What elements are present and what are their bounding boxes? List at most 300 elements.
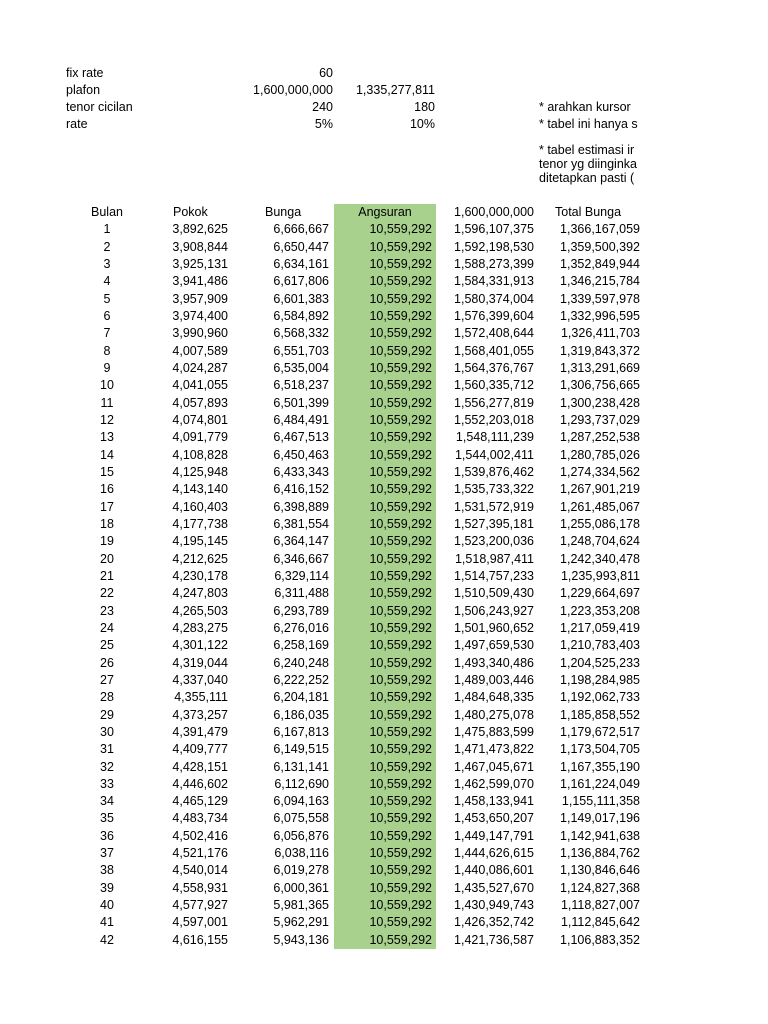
cell-bulan[interactable]: 40 [100,898,114,913]
column-header-angsuran[interactable]: Angsuran [358,205,412,219]
cell-bunga[interactable]: 6,666,667 [273,222,329,237]
cell-total-bunga[interactable]: 1,280,785,026 [560,447,640,462]
cell-sisa-pokok[interactable]: 1,497,659,530 [454,638,534,653]
cell-bulan[interactable]: 18 [100,516,114,531]
cell-bulan[interactable]: 41 [100,915,114,930]
cell-angsuran[interactable]: 10,559,292 [369,586,432,601]
cell-angsuran[interactable]: 10,559,292 [369,222,432,237]
table-row [0,360,768,377]
cell-angsuran[interactable]: 10,559,292 [369,395,432,410]
table-row [0,620,768,637]
cell-angsuran[interactable]: 10,559,292 [369,308,432,323]
cell-pokok[interactable]: 4,428,151 [172,759,228,774]
tenor-value[interactable]: 240 [312,100,333,114]
cell-total-bunga[interactable]: 1,142,941,638 [560,828,640,843]
cell-total-bunga[interactable]: 1,136,884,762 [560,846,640,861]
cell-total-bunga[interactable]: 1,339,597,978 [560,291,640,306]
cell-bulan[interactable]: 30 [100,724,114,739]
cell-pokok[interactable]: 4,230,178 [172,568,228,583]
cell-bunga[interactable]: 5,962,291 [273,915,329,930]
cell-bunga[interactable]: 6,311,488 [274,586,329,601]
cell-sisa-pokok[interactable]: 1,449,147,791 [454,828,534,843]
cell-sisa-pokok[interactable]: 1,475,883,599 [454,724,534,739]
cell-total-bunga[interactable]: 1,210,783,403 [560,638,640,653]
plafon-label: plafon [66,83,101,97]
cell-pokok[interactable]: 4,373,257 [172,707,228,722]
cell-sisa-pokok[interactable]: 1,584,331,913 [454,274,534,289]
cell-sisa-pokok[interactable]: 1,501,960,652 [454,620,534,635]
table-row [0,880,768,897]
cell-bunga[interactable]: 6,634,161 [273,256,329,271]
cell-angsuran[interactable]: 10,559,292 [369,499,432,514]
cell-angsuran[interactable]: 10,559,292 [369,291,432,306]
cell-pokok[interactable]: 4,247,803 [172,586,228,601]
cell-sisa-pokok[interactable]: 1,580,374,004 [454,291,534,306]
cell-bunga[interactable]: 6,149,515 [273,742,329,757]
cell-pokok[interactable]: 4,301,122 [172,638,228,653]
cell-total-bunga[interactable]: 1,155,111,358 [561,794,640,809]
cell-pokok[interactable]: 3,990,960 [172,326,228,341]
cell-total-bunga[interactable]: 1,306,756,665 [560,378,640,393]
cell-pokok[interactable]: 4,074,801 [172,412,228,427]
cell-total-bunga[interactable]: 1,346,215,784 [560,274,640,289]
cell-angsuran[interactable]: 10,559,292 [369,828,432,843]
rate-value[interactable]: 5% [314,117,333,131]
cell-bunga[interactable]: 6,075,558 [273,811,329,826]
cell-bunga[interactable]: 6,617,806 [273,274,329,289]
cell-angsuran[interactable]: 10,559,292 [369,603,432,618]
cell-sisa-pokok[interactable]: 1,518,987,411 [454,551,534,566]
plafon-value-2[interactable]: 1,335,277,811 [355,83,435,97]
cell-sisa-pokok[interactable]: 1,596,107,375 [454,222,534,237]
table-row [0,308,768,325]
cell-total-bunga[interactable]: 1,223,353,208 [560,603,640,618]
cell-angsuran[interactable]: 10,559,292 [369,256,432,271]
cell-bulan[interactable]: 26 [100,655,114,670]
cell-bulan[interactable]: 6 [103,308,111,323]
cell-angsuran[interactable]: 10,559,292 [369,412,432,427]
cell-sisa-pokok[interactable]: 1,489,003,446 [454,672,534,687]
cell-bunga[interactable]: 6,276,016 [273,620,329,635]
table-row [0,551,768,568]
cell-pokok[interactable]: 4,195,145 [172,534,228,549]
table-row [0,862,768,879]
cell-bulan[interactable]: 3 [103,256,111,271]
cell-bulan[interactable]: 33 [100,776,114,791]
cell-bulan[interactable]: 17 [100,499,114,514]
cell-bunga[interactable]: 5,943,136 [273,932,329,947]
cell-bunga[interactable]: 6,518,237 [273,378,329,393]
cell-bulan[interactable]: 5 [103,291,111,306]
cell-pokok[interactable]: 4,337,040 [172,672,228,687]
cell-pokok[interactable]: 4,125,948 [172,464,228,479]
cell-angsuran[interactable]: 10,559,292 [369,863,432,878]
cell-pokok[interactable]: 4,108,828 [172,447,228,462]
cell-angsuran[interactable]: 10,559,292 [369,274,432,289]
cell-sisa-pokok[interactable]: 1,426,352,742 [454,915,534,930]
cell-bunga[interactable]: 6,329,114 [274,568,329,583]
cell-angsuran[interactable]: 10,559,292 [369,811,432,826]
cell-sisa-pokok[interactable]: 1,588,273,399 [454,256,534,271]
cell-bulan[interactable]: 21 [100,568,114,583]
cell-pokok[interactable]: 4,265,503 [172,603,228,618]
cell-angsuran[interactable]: 10,559,292 [369,915,432,930]
cell-bulan[interactable]: 10 [100,378,114,393]
cell-angsuran[interactable]: 10,559,292 [369,360,432,375]
table-row [0,533,768,550]
cell-total-bunga[interactable]: 1,179,672,517 [560,724,640,739]
cell-sisa-pokok[interactable]: 1,440,086,601 [454,863,534,878]
fix-rate-value[interactable]: 60 [319,66,333,80]
tenor-value-2[interactable]: 180 [414,100,435,114]
cell-bunga[interactable]: 6,222,252 [273,672,329,687]
cell-sisa-pokok[interactable]: 1,564,376,767 [454,360,534,375]
cell-total-bunga[interactable]: 1,366,167,059 [560,222,640,237]
cell-angsuran[interactable]: 10,559,292 [369,447,432,462]
note-line: * arahkan kursor [539,100,631,114]
cell-sisa-pokok[interactable]: 1,435,527,670 [454,880,534,895]
cell-total-bunga[interactable]: 1,313,291,669 [560,360,640,375]
table-row [0,221,768,238]
cell-pokok[interactable]: 4,160,403 [172,499,228,514]
table-row [0,759,768,776]
cell-pokok[interactable]: 4,319,044 [172,655,228,670]
cell-sisa-pokok[interactable]: 1,471,473,822 [454,742,534,757]
cell-bulan[interactable]: 42 [100,932,114,947]
cell-bunga[interactable]: 6,019,278 [273,863,329,878]
note-line: * tabel estimasi ir [539,143,635,157]
cell-pokok[interactable]: 4,446,602 [172,776,228,791]
cell-bunga[interactable]: 6,501,399 [273,395,329,410]
table-row [0,637,768,654]
cell-total-bunga[interactable]: 1,248,704,624 [560,534,640,549]
column-header-sisa-pokok[interactable]: 1,600,000,000 [454,205,534,219]
table-row [0,325,768,342]
cell-angsuran[interactable]: 10,559,292 [369,880,432,895]
cell-bunga[interactable]: 6,416,152 [273,482,329,497]
cell-bunga[interactable]: 6,112,690 [274,776,329,791]
cell-pokok[interactable]: 4,177,738 [172,516,228,531]
cell-pokok[interactable]: 4,007,589 [172,343,228,358]
cell-pokok[interactable]: 4,540,014 [172,863,228,878]
cell-sisa-pokok[interactable]: 1,592,198,530 [454,239,534,254]
cell-angsuran[interactable]: 10,559,292 [369,343,432,358]
cell-bunga[interactable]: 6,240,248 [273,655,329,670]
cell-total-bunga[interactable]: 1,267,901,219 [560,482,640,497]
cell-angsuran[interactable]: 10,559,292 [369,742,432,757]
table-row [0,707,768,724]
cell-pokok[interactable]: 4,041,055 [172,378,228,393]
table-row [0,239,768,256]
cell-sisa-pokok[interactable]: 1,467,045,671 [454,759,534,774]
table-row [0,810,768,827]
cell-bunga[interactable]: 6,167,813 [273,724,329,739]
cell-sisa-pokok[interactable]: 1,568,401,055 [454,343,534,358]
plafon-value[interactable]: 1,600,000,000 [253,83,333,97]
cell-angsuran[interactable]: 10,559,292 [369,378,432,393]
cell-sisa-pokok[interactable]: 1,506,243,927 [454,603,534,618]
cell-bunga[interactable]: 6,467,513 [273,430,329,445]
fix-rate-row [0,65,768,82]
cell-total-bunga[interactable]: 1,149,017,196 [560,811,640,826]
cell-total-bunga[interactable]: 1,130,846,646 [560,863,640,878]
cell-bunga[interactable]: 6,258,169 [273,638,329,653]
cell-pokok[interactable]: 4,409,777 [172,742,228,757]
cell-bunga[interactable]: 6,601,383 [273,291,329,306]
cell-sisa-pokok[interactable]: 1,576,399,604 [454,308,534,323]
cell-bunga[interactable]: 6,568,332 [273,326,329,341]
cell-total-bunga[interactable]: 1,106,883,352 [560,932,640,947]
cell-angsuran[interactable]: 10,559,292 [369,898,432,913]
cell-sisa-pokok[interactable]: 1,535,733,322 [454,482,534,497]
cell-bulan[interactable]: 25 [100,638,114,653]
cell-pokok[interactable]: 4,143,140 [172,482,228,497]
cell-pokok[interactable]: 4,502,416 [172,828,228,843]
note-line: tenor yg diinginka [539,157,637,171]
cell-pokok[interactable]: 4,521,176 [172,846,228,861]
cell-bulan[interactable]: 9 [103,360,111,375]
cell-angsuran[interactable]: 10,559,292 [369,516,432,531]
column-header-bunga[interactable]: Bunga [265,205,302,219]
cell-bulan[interactable]: 15 [100,464,114,479]
cell-sisa-pokok[interactable]: 1,552,203,018 [454,412,534,427]
loan-parameters [0,0,768,200]
cell-total-bunga[interactable]: 1,287,252,538 [560,430,640,445]
table-row [0,447,768,464]
cell-total-bunga[interactable]: 1,300,238,428 [560,395,640,410]
table-body [0,221,768,949]
cell-bunga[interactable]: 6,584,892 [273,308,329,323]
table-row [0,429,768,446]
cell-bulan[interactable]: 24 [100,620,114,635]
cell-pokok[interactable]: 4,091,779 [172,430,228,445]
cell-pokok[interactable]: 4,577,927 [172,898,228,913]
cell-total-bunga[interactable]: 1,255,086,178 [560,516,640,531]
column-header-pokok[interactable]: Pokok [173,205,208,219]
cell-bunga[interactable]: 6,535,004 [273,360,329,375]
cell-pokok[interactable]: 4,024,287 [172,360,228,375]
cell-sisa-pokok[interactable]: 1,531,572,919 [454,499,534,514]
cell-pokok[interactable]: 4,283,275 [172,620,228,635]
cell-total-bunga[interactable]: 1,229,664,697 [560,586,640,601]
cell-sisa-pokok[interactable]: 1,444,626,615 [454,846,534,861]
cell-sisa-pokok[interactable]: 1,572,408,644 [454,326,534,341]
cell-total-bunga[interactable]: 1,204,525,233 [560,655,640,670]
cell-pokok[interactable]: 4,212,625 [172,551,228,566]
cell-bunga[interactable]: 5,981,365 [273,898,329,913]
cell-angsuran[interactable]: 10,559,292 [369,534,432,549]
cell-bunga[interactable]: 6,450,463 [273,447,329,462]
cell-bulan[interactable]: 20 [100,551,114,566]
cell-bulan[interactable]: 35 [100,811,114,826]
table-row [0,655,768,672]
cell-angsuran[interactable]: 10,559,292 [369,655,432,670]
cell-bulan[interactable]: 19 [100,534,114,549]
column-header-bulan[interactable]: Bulan [91,205,123,219]
cell-sisa-pokok[interactable]: 1,544,002,411 [454,447,534,462]
cell-bulan[interactable]: 37 [100,846,114,861]
cell-bulan[interactable]: 14 [100,447,114,462]
cell-angsuran[interactable]: 10,559,292 [369,932,432,947]
cell-sisa-pokok[interactable]: 1,430,949,743 [454,898,534,913]
cell-bulan[interactable]: 13 [100,430,114,445]
cell-sisa-pokok[interactable]: 1,560,335,712 [454,378,534,393]
cell-bulan[interactable]: 32 [100,759,114,774]
cell-pokok[interactable]: 4,597,001 [172,915,228,930]
table-row [0,256,768,273]
cell-bunga[interactable]: 6,094,163 [273,794,329,809]
cell-total-bunga[interactable]: 1,217,059,419 [560,620,640,635]
cell-angsuran[interactable]: 10,559,292 [369,620,432,635]
cell-pokok[interactable]: 3,974,400 [172,308,228,323]
cell-bunga[interactable]: 6,381,554 [273,516,329,531]
cell-total-bunga[interactable]: 1,192,062,733 [560,690,640,705]
cell-pokok[interactable]: 4,465,129 [172,794,228,809]
cell-sisa-pokok[interactable]: 1,458,133,941 [454,794,534,809]
cell-angsuran[interactable]: 10,559,292 [369,707,432,722]
amortization-table [0,204,768,949]
cell-total-bunga[interactable]: 1,173,504,705 [560,742,640,757]
cell-sisa-pokok[interactable]: 1,421,736,587 [454,932,534,947]
cell-bunga[interactable]: 6,346,667 [273,551,329,566]
cell-pokok[interactable]: 3,908,844 [172,239,228,254]
cell-pokok[interactable]: 4,391,479 [172,724,228,739]
cell-total-bunga[interactable]: 1,124,827,368 [560,880,640,895]
cell-angsuran[interactable]: 10,559,292 [369,794,432,809]
cell-total-bunga[interactable]: 1,161,224,049 [560,776,640,791]
cell-angsuran[interactable]: 10,559,292 [369,482,432,497]
cell-total-bunga[interactable]: 1,359,500,392 [560,239,640,254]
cell-total-bunga[interactable]: 1,118,827,007 [560,898,640,913]
cell-sisa-pokok[interactable]: 1,480,275,078 [454,707,534,722]
table-row [0,741,768,758]
cell-bulan[interactable]: 8 [103,343,111,358]
cell-bulan[interactable]: 31 [100,742,114,757]
cell-bunga[interactable]: 6,000,361 [273,880,329,895]
cell-total-bunga[interactable]: 1,242,340,478 [560,551,640,566]
cell-bunga[interactable]: 6,186,035 [273,707,329,722]
cell-bulan[interactable]: 22 [100,586,114,601]
cell-bunga[interactable]: 6,131,141 [273,759,329,774]
cell-angsuran[interactable]: 10,559,292 [369,724,432,739]
cell-total-bunga[interactable]: 1,274,334,562 [560,464,640,479]
cell-bulan[interactable]: 34 [100,794,114,809]
cell-angsuran[interactable]: 10,559,292 [369,326,432,341]
tenor-row [0,99,768,116]
cell-angsuran[interactable]: 10,559,292 [369,672,432,687]
cell-sisa-pokok[interactable]: 1,484,648,335 [454,690,534,705]
cell-total-bunga[interactable]: 1,167,355,190 [560,759,640,774]
cell-sisa-pokok[interactable]: 1,527,395,181 [454,516,534,531]
cell-bunga[interactable]: 6,293,789 [273,603,329,618]
note-line: ditetapkan pasti ( [539,171,635,185]
table-row [0,897,768,914]
cell-bulan[interactable]: 38 [100,863,114,878]
cell-total-bunga[interactable]: 1,235,993,811 [560,568,640,583]
cell-bunga[interactable]: 6,364,147 [273,534,329,549]
table-row [0,464,768,481]
cell-bulan[interactable]: 7 [103,326,111,341]
cell-total-bunga[interactable]: 1,293,737,029 [560,412,640,427]
cell-pokok[interactable]: 4,558,931 [172,880,228,895]
cell-sisa-pokok[interactable]: 1,548,111,239 [455,430,534,445]
cell-bulan[interactable]: 4 [103,274,111,289]
cell-bunga[interactable]: 6,204,181 [273,690,329,705]
cell-bulan[interactable]: 36 [100,828,114,843]
cell-pokok[interactable]: 4,616,155 [172,932,228,947]
cell-angsuran[interactable]: 10,559,292 [369,239,432,254]
cell-angsuran[interactable]: 10,559,292 [369,690,432,705]
cell-sisa-pokok[interactable]: 1,510,509,430 [454,586,534,601]
rate-label: rate [66,117,88,131]
column-header-total-bunga[interactable]: Total Bunga [555,205,622,219]
cell-angsuran[interactable]: 10,559,292 [369,846,432,861]
cell-bulan[interactable]: 2 [103,239,111,254]
cell-total-bunga[interactable]: 1,185,858,552 [560,707,640,722]
cell-angsuran[interactable]: 10,559,292 [369,464,432,479]
cell-pokok[interactable]: 3,892,625 [172,222,228,237]
cell-total-bunga[interactable]: 1,326,411,703 [560,326,640,341]
table-row [0,499,768,516]
cell-sisa-pokok[interactable]: 1,523,200,036 [454,534,534,549]
cell-total-bunga[interactable]: 1,332,996,595 [560,308,640,323]
cell-angsuran[interactable]: 10,559,292 [369,776,432,791]
cell-bulan[interactable]: 28 [100,690,114,705]
cell-bulan[interactable]: 16 [100,482,114,497]
cell-sisa-pokok[interactable]: 1,493,340,486 [454,655,534,670]
cell-total-bunga[interactable]: 1,261,485,067 [560,499,640,514]
cell-total-bunga[interactable]: 1,198,284,985 [560,672,640,687]
cell-bunga[interactable]: 6,484,491 [273,412,329,427]
cell-pokok[interactable]: 4,355,111 [174,690,228,705]
cell-sisa-pokok[interactable]: 1,453,650,207 [454,811,534,826]
cell-bunga[interactable]: 6,551,703 [273,343,329,358]
cell-pokok[interactable]: 4,057,893 [172,395,228,410]
cell-pokok[interactable]: 3,925,131 [172,256,228,271]
cell-bulan[interactable]: 1 [103,222,111,237]
cell-sisa-pokok[interactable]: 1,462,599,070 [454,776,534,791]
cell-pokok[interactable]: 4,483,734 [172,811,228,826]
cell-bunga[interactable]: 6,038,116 [274,846,329,861]
cell-bulan[interactable]: 27 [100,672,114,687]
table-row [0,914,768,931]
cell-total-bunga[interactable]: 1,112,845,642 [560,915,640,930]
cell-bulan[interactable]: 12 [100,412,114,427]
cell-bunga[interactable]: 6,650,447 [273,239,329,254]
cell-angsuran[interactable]: 10,559,292 [369,759,432,774]
cell-angsuran[interactable]: 10,559,292 [369,430,432,445]
cell-bunga[interactable]: 6,398,889 [273,499,329,514]
cell-bunga[interactable]: 6,056,876 [273,828,329,843]
table-row [0,603,768,620]
cell-pokok[interactable]: 3,957,909 [172,291,228,306]
cell-total-bunga[interactable]: 1,352,849,944 [560,256,640,271]
cell-angsuran[interactable]: 10,559,292 [369,551,432,566]
cell-bunga[interactable]: 6,433,343 [273,464,329,479]
cell-sisa-pokok[interactable]: 1,514,757,233 [454,568,534,583]
cell-pokok[interactable]: 3,941,486 [172,274,228,289]
cell-bulan[interactable]: 11 [100,395,114,410]
rate-value-2[interactable]: 10% [409,117,435,131]
cell-sisa-pokok[interactable]: 1,556,277,819 [454,395,534,410]
cell-angsuran[interactable]: 10,559,292 [369,638,432,653]
cell-angsuran[interactable]: 10,559,292 [369,568,432,583]
cell-bulan[interactable]: 39 [100,880,114,895]
cell-bulan[interactable]: 23 [100,603,114,618]
cell-total-bunga[interactable]: 1,319,843,372 [560,343,640,358]
cell-bulan[interactable]: 29 [100,707,114,722]
cell-sisa-pokok[interactable]: 1,539,876,462 [454,464,534,479]
